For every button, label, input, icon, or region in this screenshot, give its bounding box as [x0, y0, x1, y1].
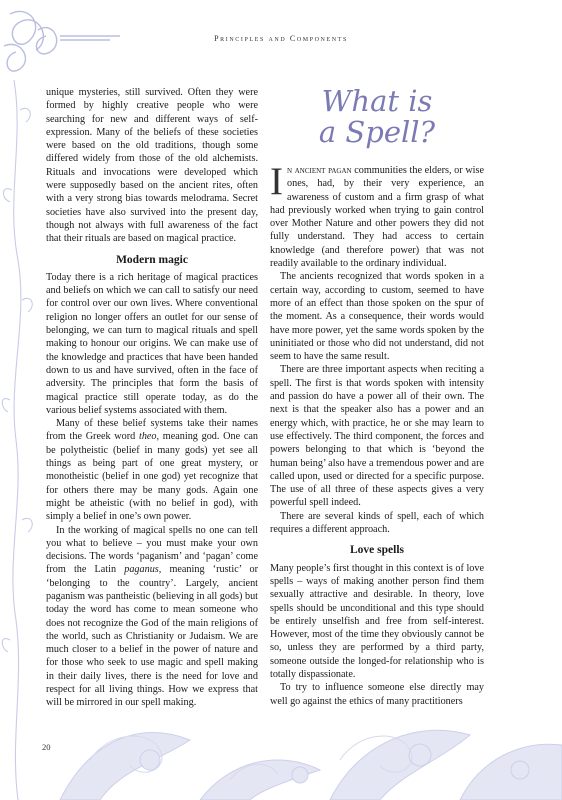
italic-word: theo, [138, 431, 160, 443]
running-head: Principles and Components [214, 34, 348, 43]
section-heading-love-spells: Love spells [350, 544, 404, 557]
text-run: In the working of magical spells no one can tell you what to believe – you must make your own decisions. The words ‘paganism’ and ‘pagan’ come from the Latin [46, 524, 258, 576]
title-line: a Spell? [318, 115, 436, 149]
drop-cap: I [270, 160, 283, 203]
italic-word: paganus, [124, 564, 162, 576]
title-line: What is [321, 84, 433, 118]
paragraph [46, 417, 258, 523]
floral-bottom-decoration [60, 730, 562, 800]
text-run: communities the elders, or wise ones, had, by their very experience, an awareness of custom and a firm grasp of what had previously worked when trying to gain control over Mother Nature and other powers they did not fully understand. They had access to certain knowledge (and therefore power) that was not readily available to the ordinary individual. [270, 165, 484, 270]
paragraph: unique mysteries, still survived. Often they were formed by highly creative people who were searching for new and different ways of self-expression. Many of the beliefs of these societies were based on the old traditions, though some differed widely from those of the old alchemists. Rituals and invocations were developed which were supposedly based on the ancient rites, often with a very strong bias towards melodrama. Secret societies have also survived into the present day, though not always with full awareness of the fact that their rituals are based on magical practice. [46, 87, 258, 245]
floral-swirls [90, 736, 412, 780]
paragraph: Many people’s first thought in this context is of love spells – ways of making another person find them sexually attractive and desirable. In theory, love spells should be unconditional and this type should be entirely unselfish and free from self-interest. However, most of the time they obviously cannot be so, unless they are performed by a third party, someone outside the longed-for relationship who is totally dispassionate. [270, 562, 484, 680]
text-run: meaning god. One can be polytheistic (belief in many gods) yet see all things as being part of one great mystery, or monotheistic (belief in one god) yet recognize that for others there may be many gods. Again one might be atheistic (with no belief in god), with simply a belief in one’s own power. [46, 431, 258, 523]
text-run: meaning ‘rustic’ or ‘belonging to the country’. Largely, ancient paganism was pantheistic (believing in all gods) but today the word has come to mean someone who does not recognize the God of the main religions of the world, such as Christianity or Judaism. We are much closer to a belief in the power of nature and for those who seek to use magic and spell making in their daily lives, there is the need for love and respect for all living things. How we express that will be mirrored in our spell making. [46, 564, 258, 709]
paragraph [46, 524, 258, 710]
text-run: Many of these belief systems take their names from the Greek word [46, 418, 258, 443]
right-column [270, 86, 484, 708]
chapter-title [270, 86, 484, 148]
small-caps-lead: n ancient pagan [287, 165, 352, 176]
paragraph: Today there is a rich heritage of magical practices and beliefs on which we can call to satisfy our need for control over our own lives. Where conventional religion no longer offers an outlet for our sense of belonging, we can turn to magical rituals and spell making to honour our origins. We can make use of the knowledge and practices that have been handed down to us and have survived, often in the face of adversity. The principles that form the basis of magical practice still operate today, as do the various belief systems associated with them. [46, 271, 258, 416]
left-vine-border [2, 80, 32, 800]
page-number: 20 [42, 742, 51, 752]
section-heading-modern-magic: Modern magic [116, 253, 188, 266]
paragraph: To try to influence someone else directly may well go against the ethics of many practitioners [270, 682, 484, 707]
left-column [46, 86, 258, 710]
paragraph: There are three important aspects when reciting a spell. The first is that words spoken with intensity and passion do have a power all of their own. The next is that the speaker also has a power and an energy which, with practice, he or she may learn to use effectively. The third component, the forces and powers belonging to that which is ‘beyond the human being’ also have a tremendous power and are called upon, used or directed for a specific purpose. The use of all three of these aspects gives a very powerful spell indeed. [270, 364, 484, 509]
paragraph: The ancients recognized that words spoken in a certain way, according to custom, seemed to have more of an effect than those spoken on the spur of the moment. As a consequence, their words would have more power, yet the same words spoken by the uninitiated or those who did not understand, did not seem to have the same result. [270, 271, 484, 363]
intro-paragraph [270, 160, 484, 270]
paragraph: There are several kinds of spell, each of which requires a different approach. [270, 510, 484, 536]
